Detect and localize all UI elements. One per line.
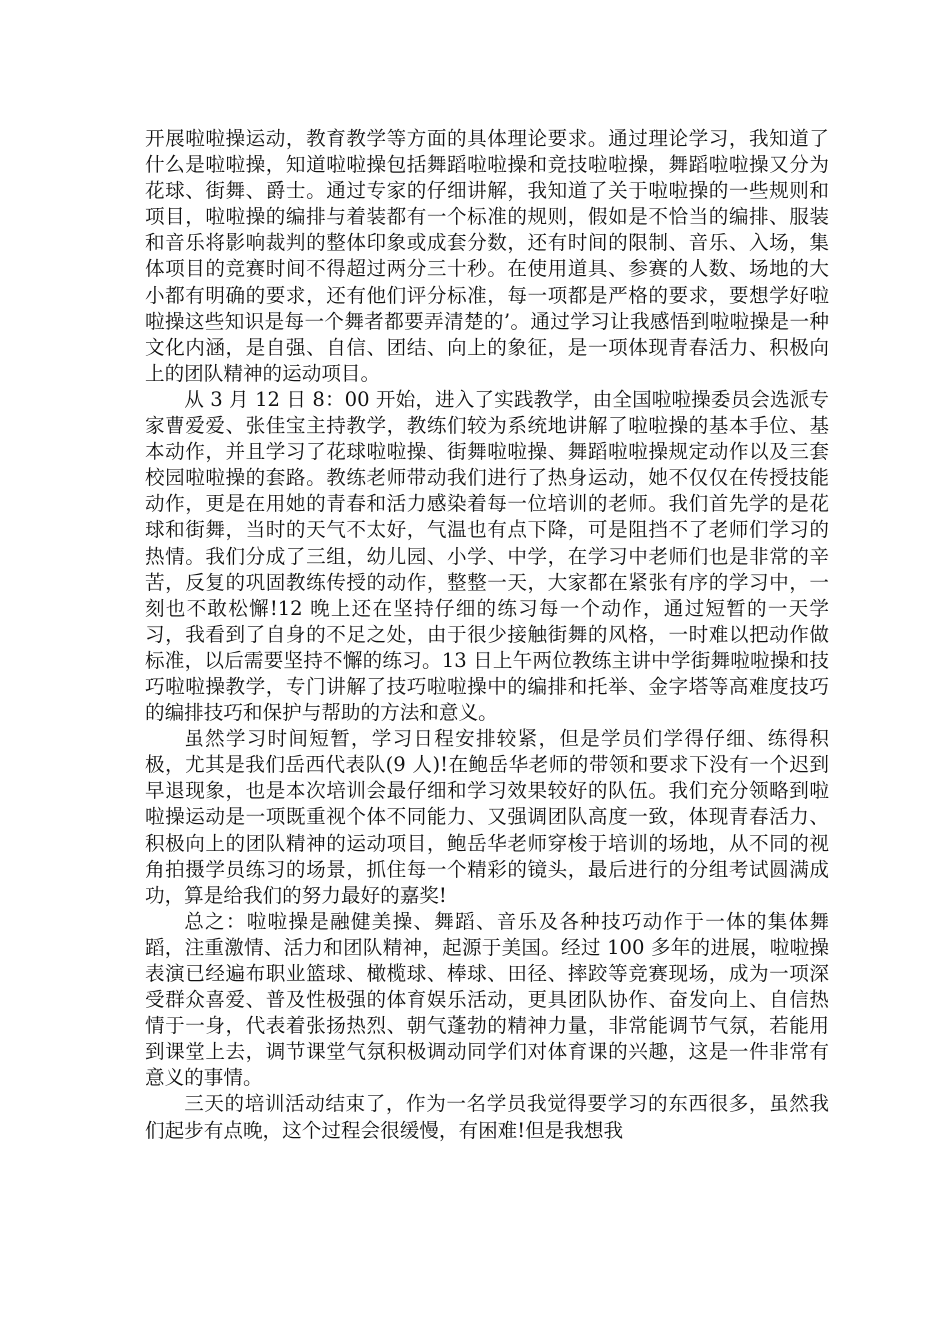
paragraph-conclusion: 三天的培训活动结束了，作为一名学员我觉得要学习的东西很多，虽然我们起步有点晚，这个过程会很缓慢，有困难!但是我想我	[145, 1092, 829, 1142]
paragraph-practice-teaching: 从 3 月 12 日 8：00 开始，进入了实践教学，由全国啦啦操委员会选派专家曹爱爱、张佳宝主持教学，教练们较为系统地讲解了啦啦操的基本手位、基本动作，并且学习了花球啦啦操、街舞啦啦操、舞蹈啦啦操规定动作以及三套校园啦啦操的套路。教练老师带动我们进行了热身运动，她不仅仅在传授技能动作，更是在用她的青春和活力感染着每一位培训的老师。我们首先学的是花球和街舞，当时的天气不太好，气温也有点下降，可是阻挡不了老师们学习的热情。我们分成了三组，幼儿园、小学、中学，在学习中老师们也是非常的辛苦，反复的巩固教练传授的动作，整整一天，大家都在紧张有序的学习中，一刻也不敢松懈!12 晚上还在坚持仔细的练习每一个动作，通过短暂的一天学习，我看到了自身的不足之处，由于很少接触街舞的风格，一时难以把动作做标准，以后需要坚持不懈的练习。13 日上午两位教练主讲中学街舞啦啦操和技巧啦啦操教学，专门讲解了技巧啦啦操中的编排和托举、金字塔等高难度技巧的编排技巧和保护与帮助的方法和意义。	[145, 387, 829, 725]
document-body	[145, 126, 829, 1144]
paragraph-theory-study: 开展啦啦操运动，教育教学等方面的具体理论要求。通过理论学习，我知道了什么是啦啦操，知道啦啦操包括舞蹈啦啦操和竞技啦啦操，舞蹈啦啦操又分为花球、街舞、爵士。通过专家的仔细讲解，我知道了关于啦啦操的一些规则和项目，啦啦操的编排与着装都有一个标准的规则，假如是不恰当的编排、服装和音乐将影响裁判的整体印象或成套分数，还有时间的限制、音乐、入场，集体项目的竞赛时间不得超过两分三十秒。在使用道具、参赛的人数、场地的大小都有明确的要求，还有他们评分标准，每一项都是严格的要求，要想学好啦啦操这些知识是每一个舞者都要弄清楚的’。通过学习让我感悟到啦啦操是一种文化内涵，是自强、自信、团结、向上的象征，是一项体现青春活力、积极向上的团队精神的运动项目。	[145, 127, 829, 385]
paragraph-summary: 总之：啦啦操是融健美操、舞蹈、音乐及各种技巧动作于一体的集体舞蹈，注重激情、活力和团队精神，起源于美国。经过 100 多年的进展，啦啦操表演已经遍布职业篮球、橄榄球、棒球、田径、摔跤等竞赛现场，成为一项深受群众喜爱、普及性极强的体育娱乐活动，更具团队协作、奋发向上、自信热情于一身，代表着张扬热烈、朝气蓬勃的精神力量，非常能调节气氛，若能用到课堂上去，调节课堂气氛积极调动同学们对体育课的兴趣，这是一件非常有意义的事情。	[145, 909, 829, 1090]
paragraph-team-performance: 虽然学习时间短暂，学习日程安排较紧，但是学员们学得仔细、练得积极，尤其是我们岳西代表队(9 人)!在鲍岳华老师的带领和要求下没有一个迟到早退现象，也是本次培训会最仔细和学习效果较好的队伍。我们充分领略到啦啦操运动是一项既重视个体不同能力、又强调团队高度一致，体现青春活力、积极向上的团队精神的运动项目，鲍岳华老师穿梭于培训的场地，从不同的视角拍摄学员练习的场景，抓住每一个精彩的镜头，最后进行的分组考试圆满成功，算是给我们的努力最好的嘉奖!	[145, 727, 829, 907]
